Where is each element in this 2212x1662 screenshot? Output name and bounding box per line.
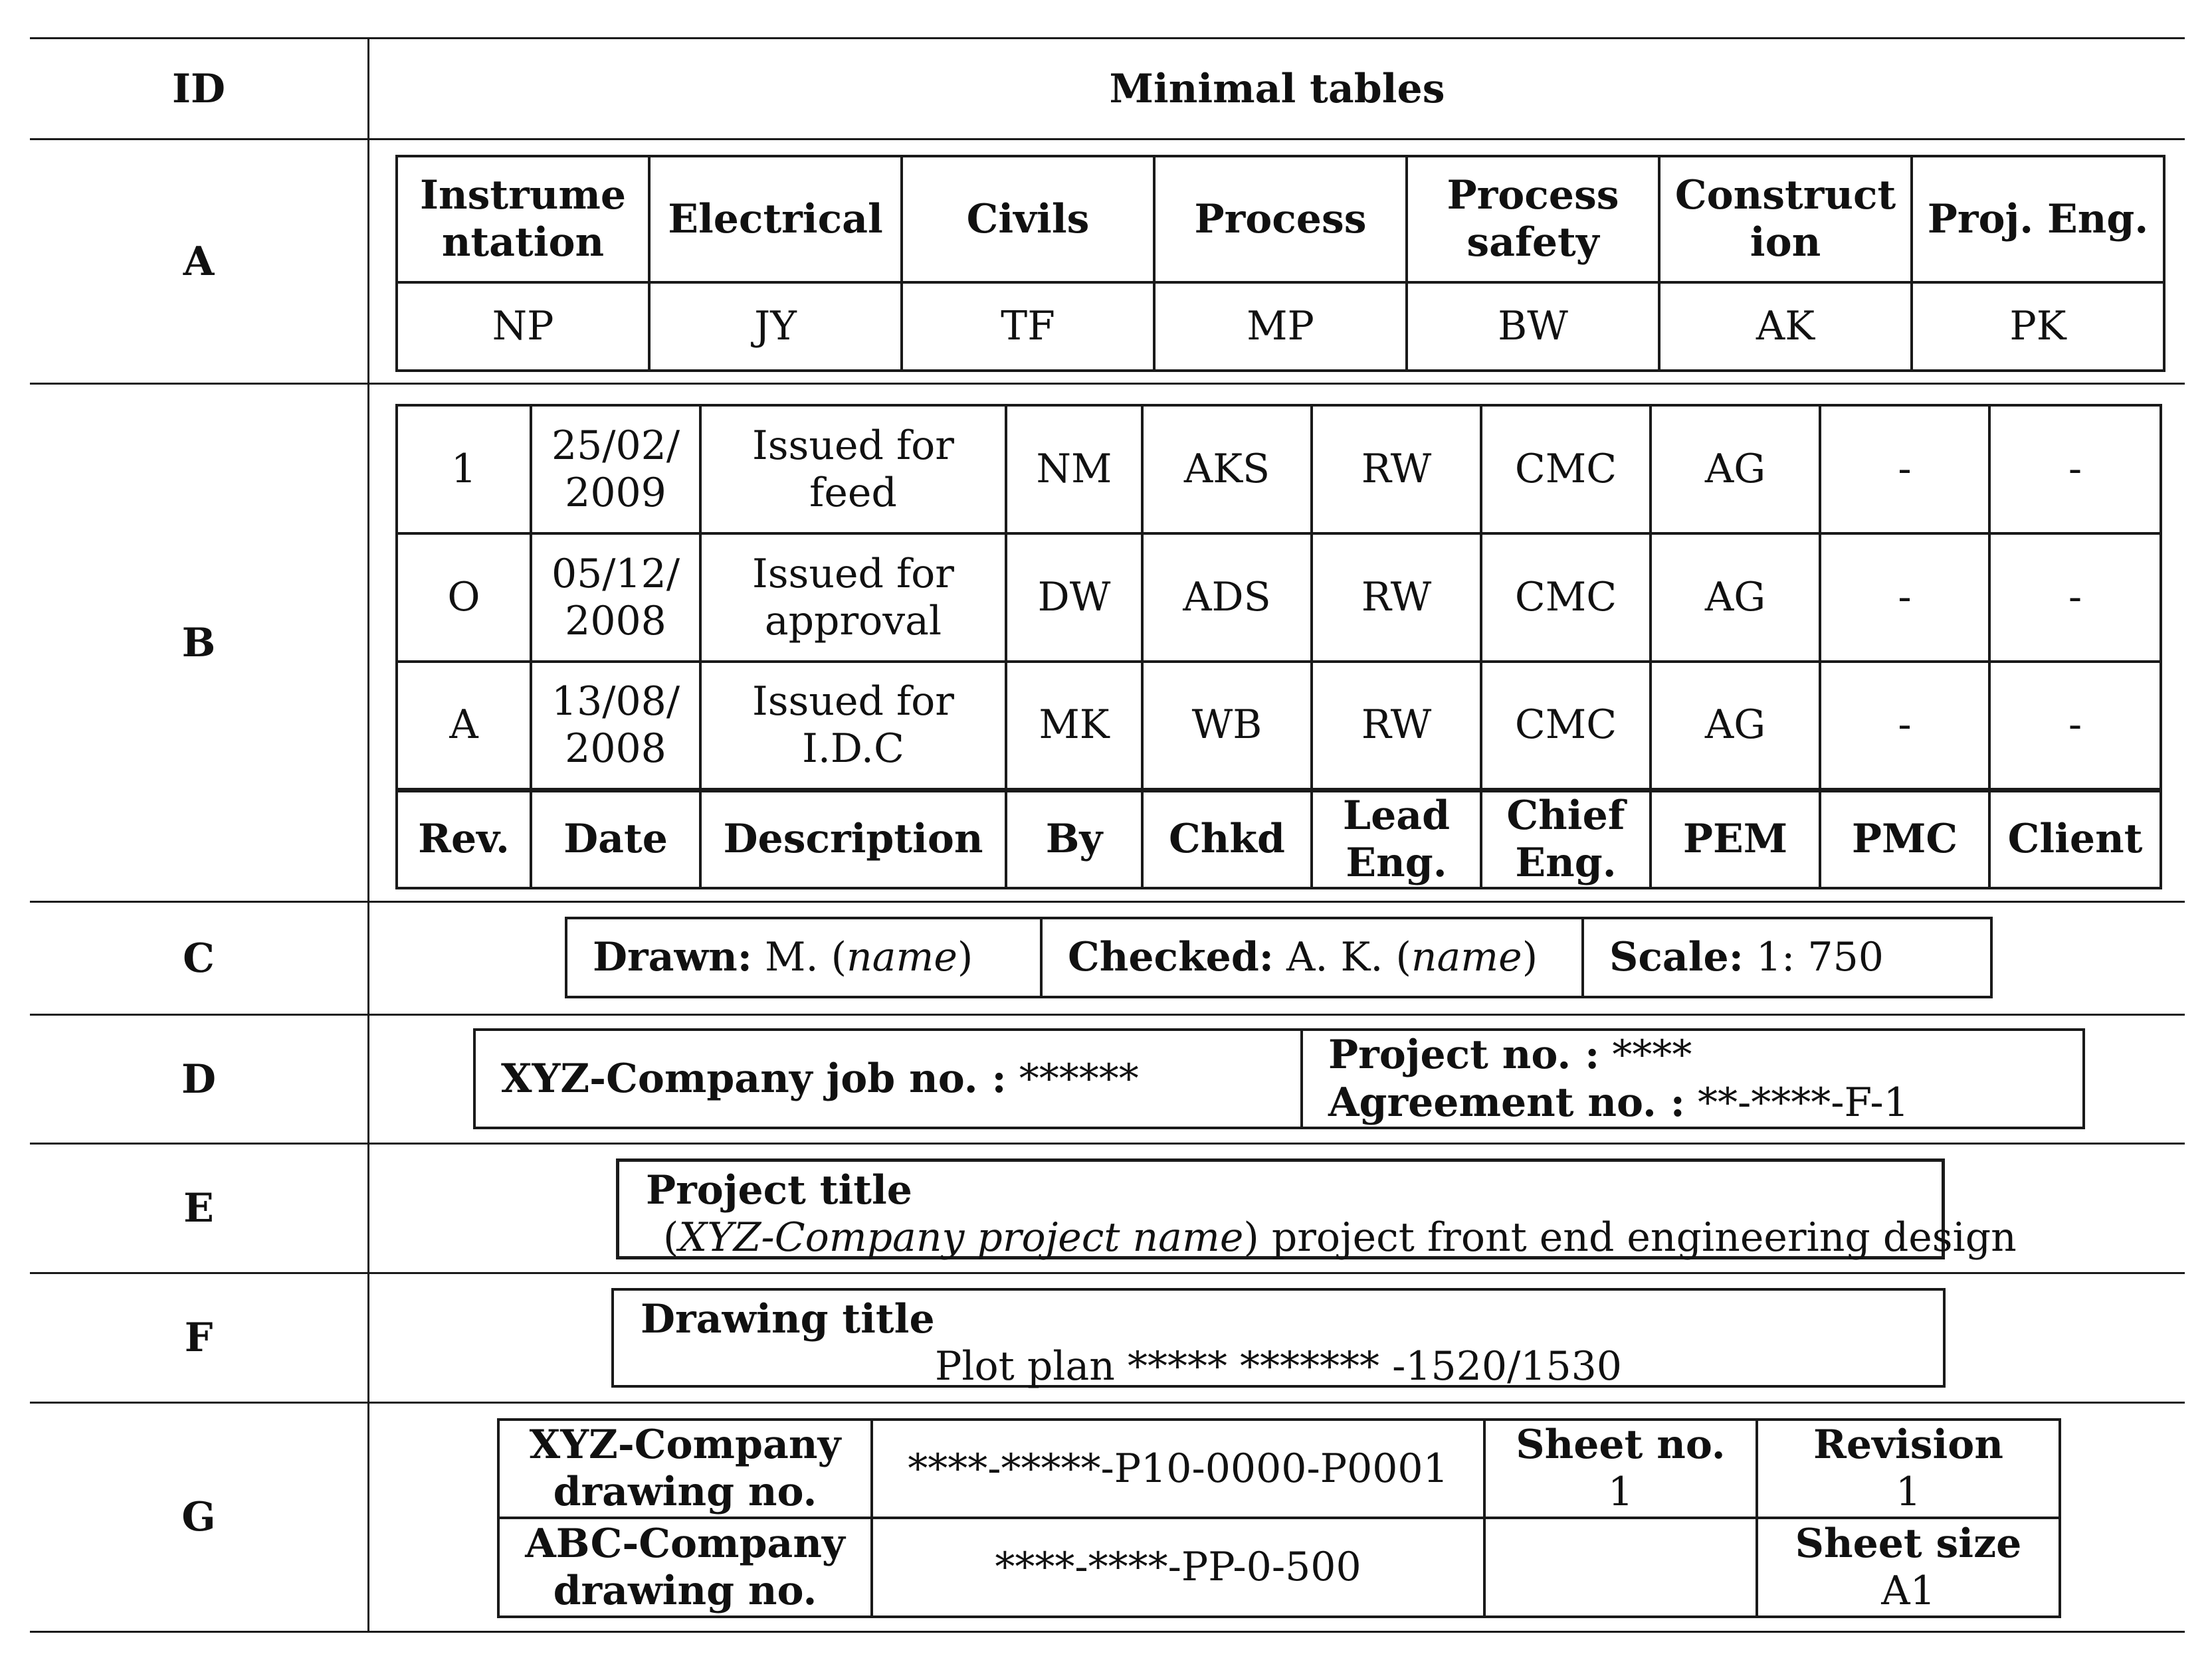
initials-cell: TF	[902, 282, 1154, 371]
sheet-no-label: Sheet no.	[1516, 1422, 1726, 1469]
column-header: Chkd	[1142, 790, 1312, 888]
sheet-no-value: 1	[1607, 1469, 1634, 1515]
description-cell: Issued for feed	[700, 405, 1006, 533]
project-title-label: Project title	[646, 1167, 912, 1214]
pmc-cell: -	[1820, 533, 1989, 662]
pmc-cell: -	[1820, 405, 1989, 533]
sheet-size-label: Sheet size	[1795, 1520, 2022, 1567]
client-cell: -	[1989, 405, 2161, 533]
drawing-title-label: Drawing title	[641, 1296, 935, 1342]
initials-cell: NP	[397, 282, 649, 371]
table-row	[397, 405, 2161, 533]
description-cell: Issued for approval	[700, 533, 1006, 662]
checked-cell: Checked: A. K. (name)	[1041, 918, 1583, 997]
project-title-box	[616, 1158, 2017, 1261]
pmc-cell: -	[1820, 662, 1989, 790]
project-name: XYZ-Company project name	[678, 1214, 1244, 1261]
drawn-name: name	[847, 934, 957, 981]
abc-drawing-label: ABC-Company drawing no.	[498, 1518, 872, 1617]
lead-eng-cell: RW	[1312, 405, 1481, 533]
by-cell: DW	[1006, 533, 1142, 662]
xyz-drawing-value: ****-*****-P10-0000-P0001	[872, 1420, 1484, 1518]
job-label: XYZ-Company job no. :	[501, 1055, 1007, 1102]
project-value: ****	[1612, 1032, 1692, 1078]
abc-drawing-value: ****-****-PP-0-500	[872, 1518, 1484, 1617]
row-id-f: F	[184, 1315, 213, 1361]
agreement-label: Agreement no. :	[1328, 1079, 1685, 1126]
checked-label: Checked:	[1068, 934, 1274, 981]
checked-value: A. K.	[1286, 934, 1383, 981]
description-cell: Issued for I.D.C	[700, 662, 1006, 790]
drawing-title-box	[611, 1288, 1946, 1388]
column-header: PMC	[1820, 790, 1989, 888]
date-cell: 05/12/ 2008	[531, 533, 700, 662]
lead-eng-cell: RW	[1312, 533, 1481, 662]
row-id-e: E	[183, 1185, 214, 1232]
empty-cell	[1484, 1518, 1757, 1617]
client-cell: -	[1989, 662, 2161, 790]
row-id-a: A	[183, 238, 215, 285]
column-header: Lead Eng.	[1312, 790, 1481, 888]
sheet-size-cell	[1757, 1518, 2060, 1617]
initials-cell: PK	[1912, 282, 2164, 371]
scale-label: Scale:	[1609, 934, 1744, 981]
initials-cell: BW	[1407, 282, 1659, 371]
row-id-b: B	[181, 619, 216, 666]
pem-cell: AG	[1651, 533, 1820, 662]
drawing-number-table	[497, 1418, 2061, 1618]
sheet-size-value: A1	[1881, 1567, 1936, 1614]
column-header: Client	[1989, 790, 2161, 888]
chkd-cell: WB	[1142, 662, 1312, 790]
table-row	[397, 662, 2161, 790]
row-id-d: D	[181, 1056, 217, 1103]
discipline-cell: Proj. Eng.	[1912, 156, 2164, 282]
column-header: Date	[531, 790, 700, 888]
drawn-label: Drawn:	[593, 934, 752, 981]
rev-cell: A	[397, 662, 531, 790]
discipline-cell: Process safety	[1407, 156, 1659, 282]
job-value: ******	[1019, 1055, 1139, 1102]
job-number-cell	[474, 1030, 1302, 1128]
table-row	[397, 533, 2161, 662]
project-label: Project no. :	[1328, 1032, 1600, 1078]
column-header: PEM	[1651, 790, 1820, 888]
pem-cell: AG	[1651, 405, 1820, 533]
sheet-no-cell	[1484, 1420, 1757, 1518]
row-id-c: C	[183, 935, 215, 982]
by-cell: NM	[1006, 405, 1142, 533]
lead-eng-cell: RW	[1312, 662, 1481, 790]
discipline-cell: Process	[1154, 156, 1407, 282]
chkd-cell: AKS	[1142, 405, 1312, 533]
drawn-value: M.	[765, 934, 819, 981]
discipline-table	[395, 155, 2165, 372]
scale-cell	[1583, 918, 1991, 997]
initials-cell: AK	[1659, 282, 1912, 371]
revision-value: 1	[1895, 1469, 1922, 1515]
rev-cell: 1	[397, 405, 531, 533]
date-cell: 25/02/ 2009	[531, 405, 700, 533]
initials-cell: MP	[1154, 282, 1407, 371]
rule-bottom	[30, 1631, 2185, 1633]
column-divider	[367, 37, 369, 1633]
discipline-cell: Electrical	[649, 156, 902, 282]
column-header: Rev.	[397, 790, 531, 888]
initials-cell: JY	[649, 282, 902, 371]
revision-table	[395, 404, 2162, 889]
job-number-table	[473, 1028, 2085, 1129]
project-title-rest: project front end engineering design	[1271, 1214, 2017, 1261]
drawing-title-value: Plot plan ***** ******* -1520/1530	[935, 1342, 1622, 1390]
revision-label: Revision	[1813, 1422, 2003, 1469]
id-header: ID	[171, 65, 226, 112]
signoff-table	[565, 917, 1993, 998]
column-header: Chief Eng.	[1481, 790, 1651, 888]
checked-name: name	[1411, 934, 1522, 981]
client-cell: -	[1989, 533, 2161, 662]
scale-value: 1: 750	[1756, 934, 1884, 981]
column-header: Description	[700, 790, 1006, 888]
project-number-cell	[1302, 1030, 2084, 1128]
chief-eng-cell: CMC	[1481, 405, 1651, 533]
project-title-value: (XYZ-Company project name) project front end engineering design	[663, 1214, 2017, 1261]
chkd-cell: ADS	[1142, 533, 1312, 662]
header-row	[397, 790, 2161, 888]
date-cell: 13/08/ 2008	[531, 662, 700, 790]
minimal-tables-header: Minimal tables	[1109, 65, 1445, 112]
pem-cell: AG	[1651, 662, 1820, 790]
xyz-drawing-label: XYZ-Company drawing no.	[498, 1420, 872, 1518]
row-id-g: G	[181, 1494, 216, 1540]
discipline-cell: Construct ion	[1659, 156, 1912, 282]
discipline-cell: Civils	[902, 156, 1154, 282]
by-cell: MK	[1006, 662, 1142, 790]
discipline-cell: Instrume ntation	[397, 156, 649, 282]
chief-eng-cell: CMC	[1481, 533, 1651, 662]
drawn-cell: Drawn: M. (name)	[566, 918, 1041, 997]
revision-cell	[1757, 1420, 2060, 1518]
rev-cell: O	[397, 533, 531, 662]
agreement-value: **-****-F-1	[1697, 1079, 1909, 1126]
column-header: By	[1006, 790, 1142, 888]
chief-eng-cell: CMC	[1481, 662, 1651, 790]
